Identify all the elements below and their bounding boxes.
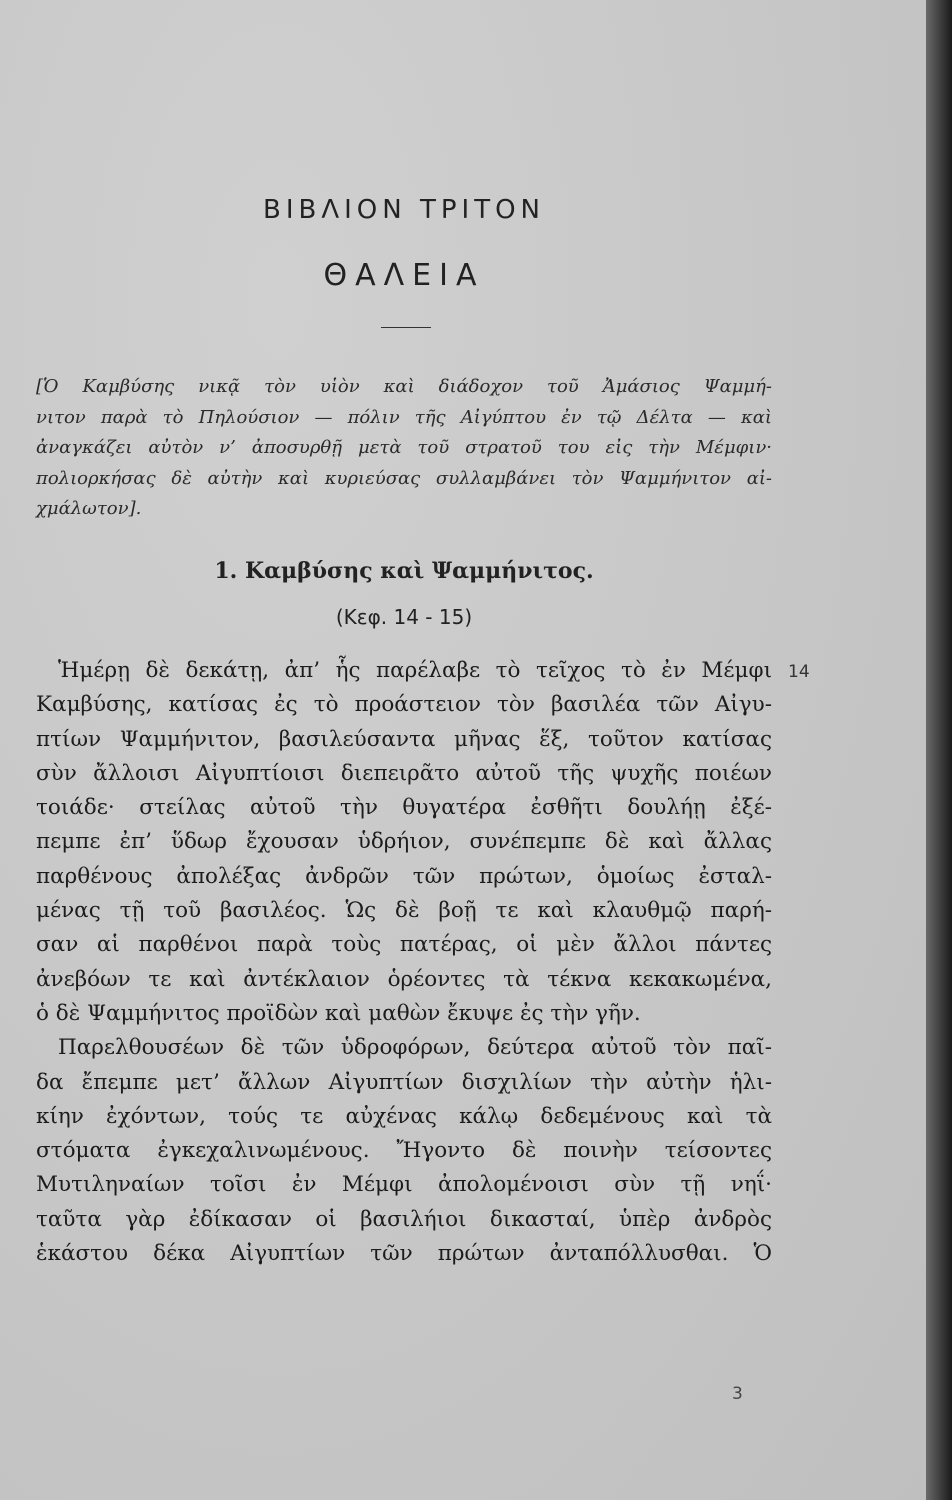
body-line: σαν αἱ παρθένοι παρὰ τοὺς πατέρας, οἱ μὲν ἄλλοι πάντες [36,932,772,958]
body-line: παρθένους ἀπολέξας ἀνδρῶν τῶν πρώτων, ὁμοίως ἐσταλ- [36,863,772,889]
body-line: δα ἔπεμπε μετ’ ἄλλων Αἰγυπτίων δισχιλίων τὴν αὐτὴν ἡλι- [36,1069,772,1095]
body-line: Παρελθουσέων δὲ τῶν ὑδροφόρων, δεύτερα αὐτοῦ τὸν παῖ- [58,1035,772,1061]
summary-line: χμάλωτον]. [36,498,142,519]
body-line: ταῦτα γὰρ ἐδίκασαν οἱ βασιλήιοι δικασταί, ὑπὲρ ἀνδρὸς [36,1206,772,1232]
body-line: στόματα ἐγκεχαλινωμένους. Ἤγοντο δὲ ποινὴν τείσοντες [36,1138,772,1164]
body-line: κίην ἐχόντων, τούς τε αὐχένας κάλῳ δεδεμένους καὶ τὰ [36,1103,772,1129]
body-line: σὺν ἄλλοισι Αἰγυπτίοισι διεπειρᾶτο αὐτοῦ τῆς ψυχῆς ποιέων [36,760,772,786]
page-number: 3 [732,1384,743,1404]
summary-line: [Ὁ Καμβύσης νικᾷ τὸν υἱὸν καὶ διάδοχον τοῦ Ἀμάσιος Ψαμμή- [36,376,772,397]
margin-chapter-number: 14 [788,662,810,682]
body-line: Καμβύσης, κατίσας ἐς τὸ προάστειον τὸν βασιλέα τῶν Αἰγυ- [36,692,772,718]
book-spine-shadow [926,0,952,1500]
summary-paragraph [36,372,772,525]
section-heading: 1. Καμβύσης καὶ Ψαμμήνιτος. [214,558,594,584]
book-subtitle: ΘΑΛΕΙΑ [323,258,485,293]
body-line: πεμπε ἐπ’ ὕδωρ ἔχουσαν ὑδρήιον, συνέπεμπε δὲ καὶ ἄλλας [36,829,772,855]
body-text [36,654,772,1271]
title-divider [381,327,431,328]
body-line: μένας τῇ τοῦ βασιλέος. Ὡς δὲ βοῇ τε καὶ κλαυθμῷ παρή- [36,898,772,924]
body-line: ἀνεβόων τε καὶ ἀντέκλαιον ὁρέοντες τὰ τέκνα κεκακωμένα, [36,966,772,992]
summary-line: ἀναγκάζει αὐτὸν ν’ ἀποσυρθῇ μετὰ τοῦ στρατοῦ του εἰς τὴν Μέμφιν· [36,437,772,458]
book-title: ΒΙΒΛΙΟΝ ΤΡΙΤΟΝ [263,195,545,225]
body-line: ὁ δὲ Ψαμμήνιτος προϊδὼν καὶ μαθὼν ἔκυψε ἐς τὴν γῆν. [36,1000,641,1026]
summary-line: πολιορκήσας δὲ αὐτὴν καὶ κυριεύσας συλλαμβάνει τὸν Ψαμμήνιτον αἰ- [36,467,772,489]
summary-line: νιτον παρὰ τὸ Πηλούσιον — πόλιν τῆς Αἰγύπτου ἐν τῷ Δέλτα — καὶ [36,406,772,428]
body-line: ἑκάστου δέκα Αἰγυπτίων τῶν πρώτων ἀνταπόλλυσθαι. Ὁ [36,1241,772,1267]
body-line: τοιάδε· στείλας αὐτοῦ τὴν θυγατέρα ἐσθῆτι δουλήῃ ἐξέ- [36,795,772,821]
body-line: πτίων Ψαμμήνιτον, βασιλεύσαντα μῆνας ἕξ, τοῦτον κατίσας [36,726,772,752]
body-line: Μυτιληναίων τοῖσι ἐν Μέμφι ἀπολομένοισι σὺν τῇ νηΐ· [36,1172,772,1198]
chapter-reference: (Κεφ. 14 - 15) [335,605,473,629]
body-line: Ἡμέρῃ δὲ δεκάτῃ, ἀπ’ ἧς παρέλαβε τὸ τεῖχος τὸ ἐν Μέμφι [58,658,772,683]
